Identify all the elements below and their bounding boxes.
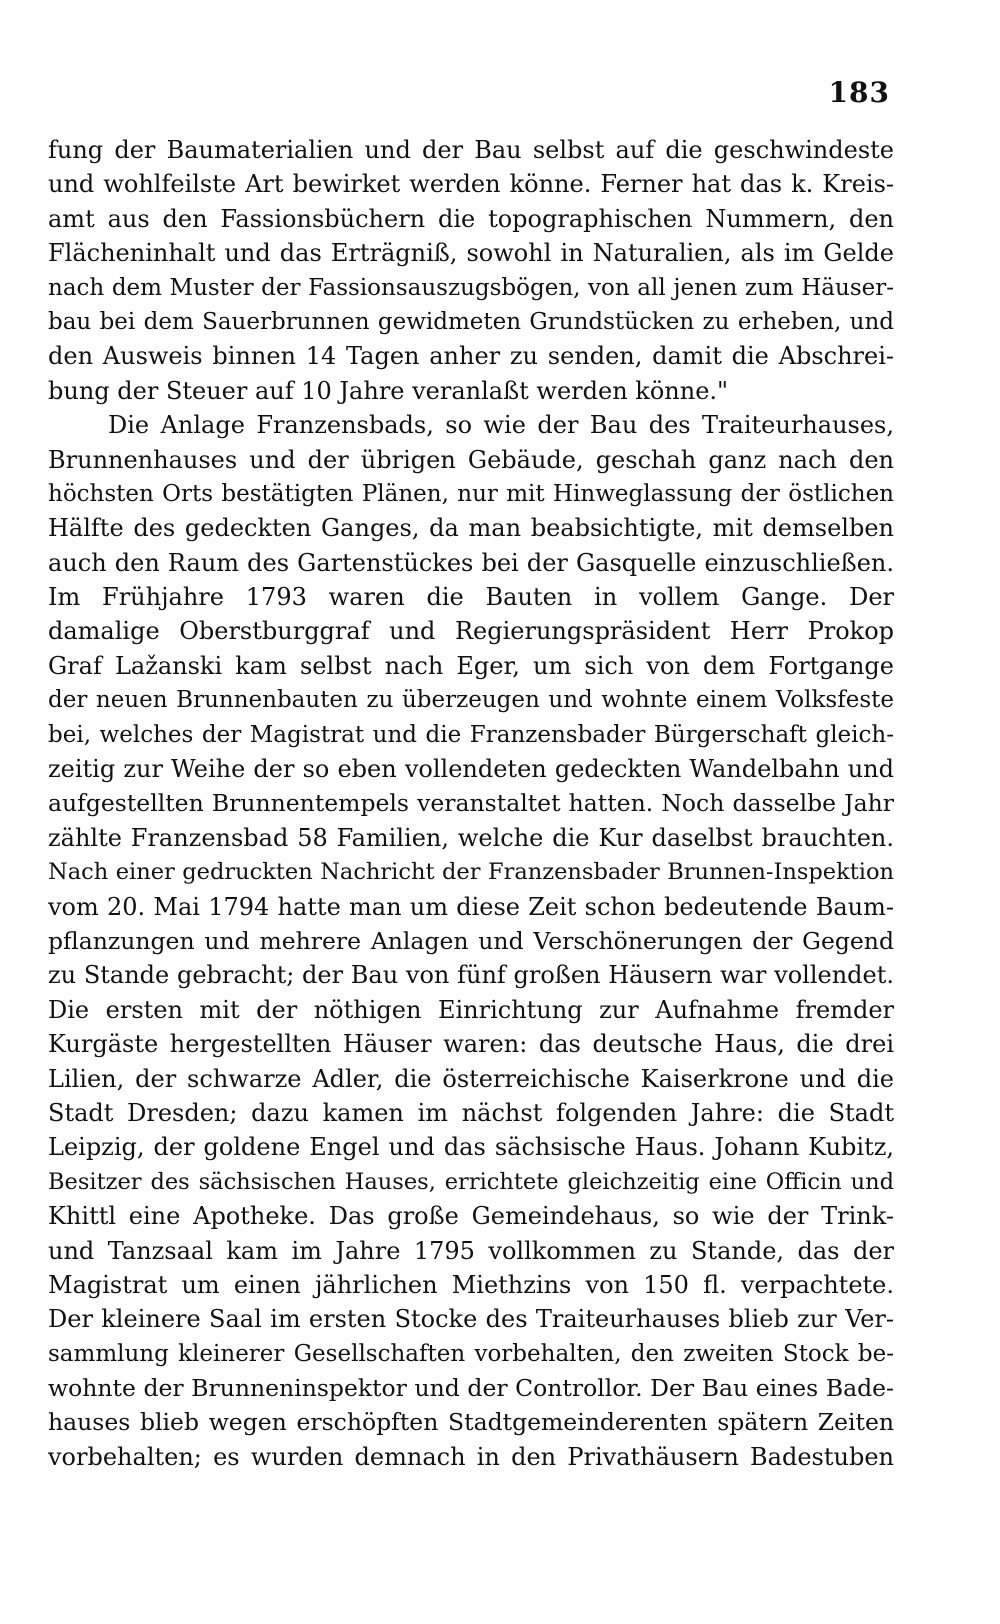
text-line: pflanzungen und mehrere Anlagen und Verschönerungen der Gegend xyxy=(48,926,894,955)
text-line: Die Anlage Franzensbads, so wie der Bau des Traiteurhauses, xyxy=(108,411,894,440)
text-line: Besitzer des sächsischen Hauses, errichtete gleichzeitig eine Officin und xyxy=(48,1168,894,1195)
text-line: und Tanzsaal kam im Jahre 1795 vollkommen zu Stande, das der xyxy=(48,1236,894,1265)
text-line: der neuen Brunnenbauten zu überzeugen und wohnte einem Volksfeste xyxy=(48,687,894,714)
text-line: sammlung kleinerer Gesellschaften vorbehalten, den zweiten Stock be- xyxy=(48,1340,894,1367)
text-line: Flächeninhalt und das Erträgniß, sowohl in Naturalien, als im Gelde xyxy=(48,239,894,268)
text-line: Graf Lažanski kam selbst nach Eger, um sich von dem Fortgange xyxy=(48,651,894,680)
text-line: bung der Steuer auf 10 Jahre veranlaßt werden könne." xyxy=(48,376,729,405)
text-line: zeitig zur Weihe der so eben vollendeten gedeckten Wandelbahn und xyxy=(48,755,894,784)
text-line: Khittl eine Apotheke. Das große Gemeindehaus, so wie der Trink- xyxy=(48,1202,894,1231)
text-line: fung der Baumaterialien und der Bau selbst auf die geschwindeste xyxy=(48,136,894,164)
text-line: Brunnenhauses und der übrigen Gebäude, geschah ganz nach den xyxy=(48,445,894,474)
text-line: Die ersten mit der nöthigen Einrichtung zur Aufnahme fremder xyxy=(48,995,894,1024)
page-number: 183 xyxy=(828,76,890,109)
text-line: vom 20. Mai 1794 hatte man um diese Zeit schon bedeutende Baum- xyxy=(48,892,894,921)
body-text xyxy=(48,133,894,1474)
text-line: Der kleinere Saal im ersten Stocke des Traiteurhauses blieb zur Ver- xyxy=(48,1305,894,1334)
text-line: amt aus den Fassionsbüchern die topographischen Nummern, den xyxy=(48,204,894,233)
text-line: Lilien, der schwarze Adler, die österreichische Kaiserkrone und die xyxy=(48,1064,894,1093)
text-line: Nach einer gedruckten Nachricht der Franzensbader Brunnen-Inspektion xyxy=(48,859,894,886)
text-line: Leipzig, der goldene Engel und das sächsische Haus. Johann Kubitz, xyxy=(48,1133,894,1162)
text-line: zu Stande gebracht; der Bau von fünf großen Häusern war vollendet. xyxy=(48,961,894,990)
text-line: bei, welches der Magistrat und die Franzensbader Bürgerschaft gleich- xyxy=(48,721,894,748)
text-line: auch den Raum des Gartenstückes bei der Gasquelle einzuschließen. xyxy=(48,548,894,577)
text-line: vorbehalten; es wurden demnach in den Privathäusern Badestuben xyxy=(48,1442,894,1471)
text-line: Im Frühjahre 1793 waren die Bauten in vollem Gange. Der xyxy=(48,583,894,612)
text-line: Stadt Dresden; dazu kamen im nächst folgenden Jahre: die Stadt xyxy=(48,1098,894,1127)
text-line: und wohlfeilste Art bewirket werden könne. Ferner hat das k. Kreis- xyxy=(48,170,894,199)
text-line: wohnte der Brunneninspektor und der Controllor. Der Bau eines Bade- xyxy=(48,1374,894,1403)
text-line: hauses blieb wegen erschöpften Stadtgemeinderenten spätern Zeiten xyxy=(48,1408,894,1437)
text-line: bau bei dem Sauerbrunnen gewidmeten Grundstücken zu erheben, und xyxy=(48,308,894,335)
text-line: Kurgäste hergestellten Häuser waren: das deutsche Haus, die drei xyxy=(48,1030,894,1059)
text-line: Hälfte des gedeckten Ganges, da man beabsichtigte, mit demselben xyxy=(48,514,894,543)
text-line: nach dem Muster der Fassionsauszugsbögen, von all jenen zum Häuser- xyxy=(48,274,894,301)
text-line: den Ausweis binnen 14 Tagen anher zu senden, damit die Abschrei- xyxy=(48,342,894,371)
text-line: aufgestellten Brunnentempels veranstaltet hatten. Noch dasselbe Jahr xyxy=(48,789,894,818)
text-line: damalige Oberstburggraf und Regierungspräsident Herr Prokop xyxy=(48,617,894,646)
text-line: Magistrat um einen jährlichen Miethzins von 150 fl. verpachtete. xyxy=(48,1270,894,1299)
text-line: höchsten Orts bestätigten Plänen, nur mit Hinweglassung der östlichen xyxy=(48,480,894,507)
text-line: zählte Franzensbad 58 Familien, welche die Kur daselbst brauchten. xyxy=(48,823,894,852)
